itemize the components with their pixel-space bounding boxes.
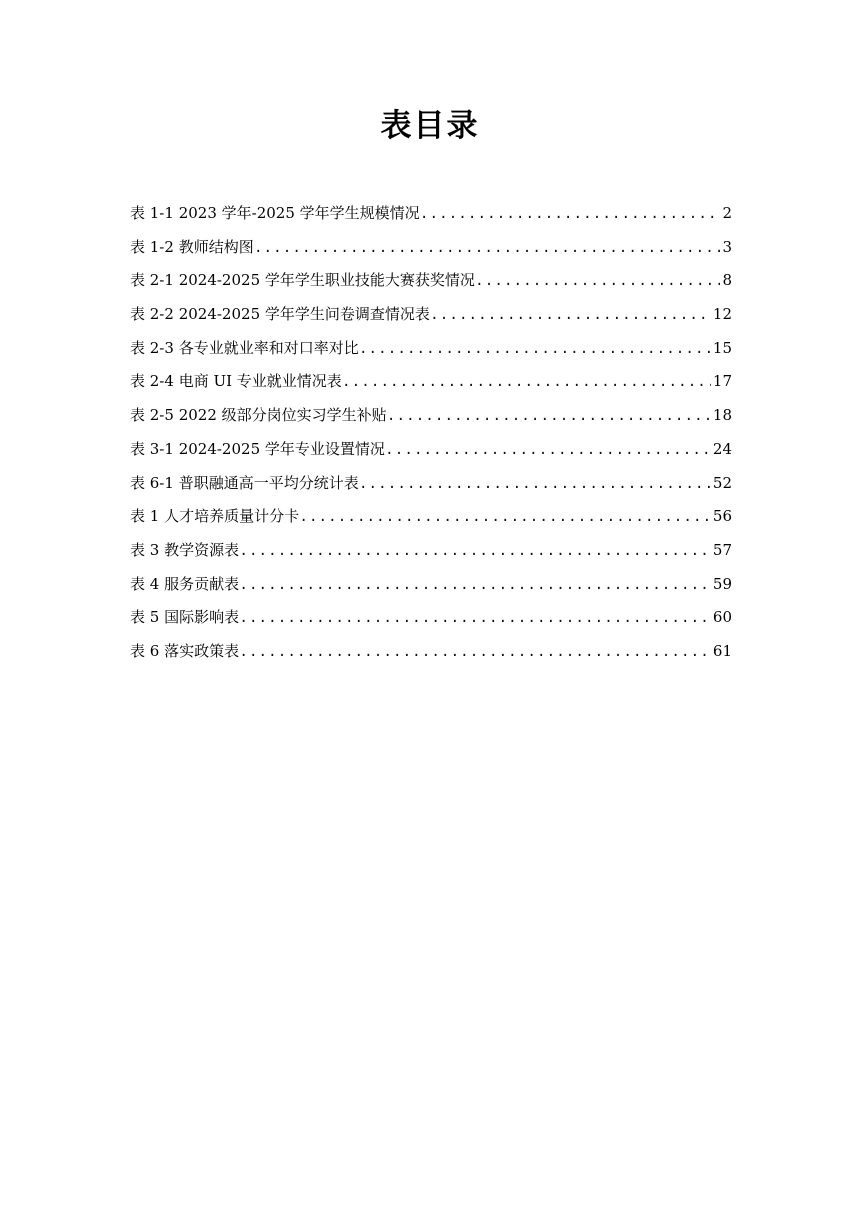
toc-entry-page: 57 xyxy=(712,540,732,559)
toc-leader-dots xyxy=(239,572,711,600)
toc-entry[interactable] xyxy=(130,570,732,604)
page-title: 表目录 xyxy=(380,108,480,144)
toc-entry-page: 24 xyxy=(712,439,732,458)
toc-entry-page: 8 xyxy=(722,271,732,290)
toc-entry-label: 表 6-1 普职融通高一平均分统计表 xyxy=(130,473,359,492)
toc-entry[interactable] xyxy=(130,502,732,536)
toc-entry-page: 2 xyxy=(722,204,732,222)
toc-entry[interactable] xyxy=(130,300,732,334)
toc-entry-page: 52 xyxy=(712,473,732,492)
toc-entry[interactable] xyxy=(130,536,732,570)
toc-entry[interactable] xyxy=(130,637,732,671)
toc-leader-dots xyxy=(475,268,721,296)
toc-entry-label: 表 1-2 教师结构图 xyxy=(130,237,254,256)
toc-leader-dots xyxy=(359,336,711,364)
toc-entry[interactable] xyxy=(130,603,732,637)
toc-entry[interactable] xyxy=(130,435,732,469)
toc-leader-dots xyxy=(430,302,711,330)
toc-entry-page: 3 xyxy=(722,237,732,256)
toc-entry-label: 表 3-1 2024-2025 学年专业设置情况 xyxy=(130,439,385,458)
toc-entry[interactable] xyxy=(130,367,732,401)
toc-entry-label: 表 2-3 各专业就业率和对口率对比 xyxy=(130,338,359,357)
toc-entry-page: 60 xyxy=(712,608,732,627)
toc-entry-label: 表 2-4 电商 UI 专业就业情况表 xyxy=(130,372,342,391)
toc-entry-label: 表 2-2 2024-2025 学年学生问卷调查情况表 xyxy=(130,305,430,324)
toc-entry-label: 表 1 人才培养质量计分卡 xyxy=(130,507,300,526)
toc-entry-page: 12 xyxy=(712,305,732,324)
toc-entry-page: 18 xyxy=(712,406,732,425)
table-of-contents xyxy=(130,199,732,671)
toc-entry-label: 表 4 服务贡献表 xyxy=(130,574,240,593)
toc-entry-page: 56 xyxy=(712,507,732,526)
toc-entry-label: 表 3 教学资源表 xyxy=(130,540,240,559)
toc-entry-label: 表 6 落实政策表 xyxy=(130,641,240,660)
toc-entry-page: 61 xyxy=(712,641,732,660)
toc-entry[interactable] xyxy=(130,401,732,435)
toc-leader-dots xyxy=(239,538,711,566)
toc-entry[interactable] xyxy=(130,199,732,233)
toc-leader-dots xyxy=(420,201,721,229)
toc-entry-page: 59 xyxy=(712,574,732,593)
toc-leader-dots xyxy=(239,639,711,667)
toc-leader-dots xyxy=(299,504,711,532)
toc-leader-dots xyxy=(239,605,711,633)
toc-entry[interactable] xyxy=(130,469,732,503)
toc-entry-label: 表 5 国际影响表 xyxy=(130,608,240,627)
toc-entry[interactable] xyxy=(130,233,732,267)
toc-leader-dots xyxy=(342,369,711,397)
toc-entry-label: 表 2-5 2022 级部分岗位实习学生补贴 xyxy=(130,406,387,425)
toc-entry-page: 17 xyxy=(712,372,732,391)
toc-leader-dots xyxy=(359,471,711,499)
toc-entry[interactable] xyxy=(130,266,732,300)
toc-entry[interactable] xyxy=(130,334,732,368)
toc-leader-dots xyxy=(385,437,711,465)
toc-entry-label: 表 1-1 2023 学年-2025 学年学生规模情况 xyxy=(130,204,420,222)
toc-entry-page: 15 xyxy=(712,338,732,357)
toc-leader-dots xyxy=(387,403,711,431)
toc-entry-label: 表 2-1 2024-2025 学年学生职业技能大赛获奖情况 xyxy=(130,271,475,290)
toc-leader-dots xyxy=(254,235,721,263)
